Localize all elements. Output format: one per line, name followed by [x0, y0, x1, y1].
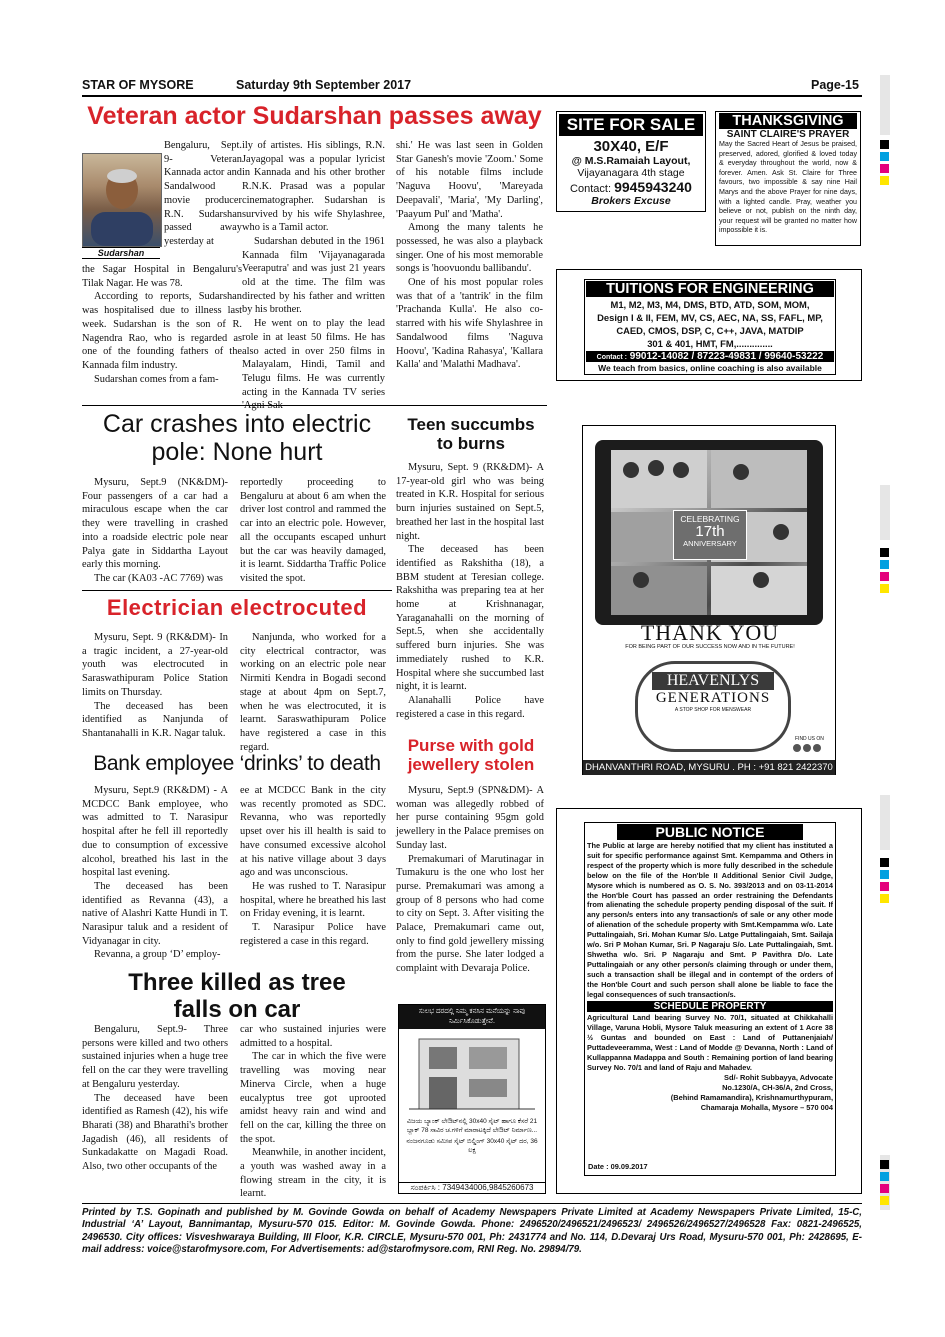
story7-headline: Purse with gold jewellery stolen	[407, 736, 535, 775]
reg-mark	[880, 1196, 889, 1205]
story6-headline: Teen succumbs to burns	[407, 415, 535, 454]
color-strip	[880, 485, 890, 540]
house-illustration-icon	[399, 1029, 545, 1117]
story2-headline: Car crashes into electric pole: None hurt	[102, 410, 372, 466]
reg-mark	[880, 584, 889, 593]
heavenlys-ad	[582, 425, 836, 775]
reg-mark	[880, 1184, 889, 1193]
heavenlys-address: DHANVANTHRI ROAD, MYSURU . PH : +91 821 2422370	[583, 760, 835, 775]
thanksgiving-title: THANKSGIVING	[719, 113, 857, 129]
story1-col3: shi.' He was last seen in Golden Star Ganesh's movie 'Zoom.' Some of his notable films include 'Naguva Hoovu', 'Mareyada Deepavali', 'Maria', 'My Darling', 'Paayum Pul' and 'Matha'. Among the many talents he possessed, he was also a playback singer. One of his most memorable songs is 'hoovuondu ballibandu'. One of his most popular roles was that of a 'tantrik' in the film 'Prachanda Kulla'. He also co-starred with his wife Shylashree in Sandalwood films 'Naguva Hoovu', 'Kadina Rahasya', 'Kallara Kalla' and 'Malathi Madhava'.	[396, 140, 543, 371]
photo-caption: Sudarshan	[82, 247, 160, 259]
thank-you-text: THANK YOU	[640, 620, 780, 645]
thanksgiving-subtitle: SAINT CLAIRE'S PRAYER	[726, 129, 850, 140]
schedule-body: Agricultural Land bearing Survey No. 70/1, situated at Chikkahalli Village, Varuna Hobli, Mysore Taluk measuring an extent of 1 Acre 38 ½ Guntas and bounded on East : Land of Puttanenjaiah/ Puttadeveeramma, West : Land of Modde @ Devanna, North : Land of Kullappanna Madappa and South : Remaining portion of land bearing Survey No. 70/1 and land of Raju and Mahadev.	[587, 1012, 833, 1072]
site-location-2: Vijayanagara 4th stage	[577, 167, 685, 179]
reg-mark	[880, 176, 889, 185]
issue-date: Saturday 9th September 2017	[236, 78, 412, 92]
site-sale-ad	[556, 111, 706, 212]
site-sale-title: SITE FOR SALE	[559, 114, 703, 136]
page-number: Page-15	[811, 78, 859, 92]
real-estate-head: ಸುಲಭ ದರದಲ್ಲಿ ನಿಮ್ಮ ಕನಸಿನ ಮನೆಯನ್ನು ನಾವು ನಿರ್ಮಿಸಿಕೊಡುತ್ತೇವೆ.	[399, 1005, 545, 1029]
notice-body: The Public at large are hereby notified that my client has instituted a suit for specific performance against Smt. Kempamma and Others in respect of the property which is more fully described in the schedule below on the file of the Hon'ble II Additional Senior Civil Judge, Mysore which is numbered as O. S. No. 393/2013 and on 03-11-2014 the Hon'ble Court has passed an order restraining the Defendants from alienating the schedule property pending disposal of the suit. If any person/s enters into any transaction/s of sale or any other mode of alienation of the schedule property with Smt.Kempamma w/o. Late Puttalingaiah, Sri. Mohan Kumar S/o. Latge Puttalingaiah, Smt. Sailaja w/o. Sri P Mohan Kumar, Sri. P Nagaraju S/o. Late Puttalingaiah, Smt. Shwetha w/o. Sri. P Nagaraju and Smt. P Pavithra D/o. Late Puttalingaiah or any other person/s claiming through or under them, such a transaction shall be illegal and in contempt of the orders of the Hon'ble Court and such person shall alone be liable to face the legal consequences of such transaction/s.	[587, 841, 833, 999]
tuition-ad	[584, 279, 836, 375]
reg-mark	[880, 572, 889, 581]
tuition-contact: Contact : 99012-14082 / 87223-49831 / 99640-53222	[586, 351, 834, 362]
tuition-subjects-2: Design I & II, FEM, MV, CS, AEC, NA, SS, FAFL, MP,	[597, 312, 823, 323]
reg-mark	[880, 548, 889, 557]
story3-col1: Mysuru, Sept. 9 (RK&DM)- In a tragic incident, a 27-year-old youth was electrocuted in Saraswathipuram Police Station limits on Thursday. The deceased has been identified as Nanjunda of Shantanahalli in K.R. Nagar taluk.	[82, 632, 228, 739]
tuition-subjects-3: CAED, CMOS, DSP, C, C++, JAVA, MATDIP	[616, 325, 804, 336]
public-notice-ad	[584, 822, 836, 1176]
story4-headline: Bank employee ‘drinks’ to death	[93, 752, 381, 775]
reg-mark	[880, 164, 889, 173]
facebook-icon	[793, 744, 801, 752]
reg-mark	[880, 1160, 889, 1169]
color-strip	[880, 75, 890, 135]
tuition-subjects-4: 301 & 401, HMT, FM,..............	[647, 338, 773, 349]
thanksgiving-body: May the Sacred Heart of Jesus be praised, preserved, adored, glorified & loved today & everyday throughout the world, now & forever. Amen. Ask St. Claire for Three favours, two impossible & say nine Hail Marys and the above Prayer for nine days, with a lighted candle. Pray, weather you believe or not, publish on the ninth day, your request will be granted no matter how impossible it is.	[719, 140, 857, 235]
story5-col2: car who sustained injuries were admitted to a hospital. The car in which the five were travelling was moving near Minerva Circle, when a huge eucalyptus tree got uprooted amidst heavy rain and wind and fell on the car, killing the three on the spot. Meanwhile, in another incident, a youth was washed away in a flowing stream in the city, it is learnt.	[240, 1024, 386, 1200]
story2-col1: Mysuru, Sept.9 (NK&DM)- Four passengers of a car had a miraculous escape when the car they were travelling in crashed into a roadside electric pole near Palya gate in Siddartha Layout early this morning. The car (KA03 -AC 7769) was	[82, 477, 228, 584]
footer-imprint: Printed by T.S. Gopinath and published by M. Govinde Gowda on behalf of Academy Newspapers Private Limited at Academy Newspapers Private Limited, 15-C, Industrial ‘A’ Layout, Bannimantap, Mysuru-570 015. Editor: M. Govinde Gowda. Phone: 2496520/2496521/2496523/ 2496526/2496527/2496528 Fax: 0821-2496525, 2496530. City offices: Visveshwaraya Building, III Floor, K.R. CIRCLE, Mysuru-570 001, Ph: 2431774 and No. 114, D.Devaraj Urs Road, Mysuru-570 001, Ph: 2428695, E-mail address: voice@starofmysore.com, For Advertisements: ad@starofmysore.com, RNI Reg. No. 29894/79.	[82, 1207, 862, 1256]
site-location: @ M.S.Ramaiah Layout,	[571, 155, 691, 167]
story4-col1: Mysuru, Sept.9 (RK&DM) - A MCDCC Bank employee, who was admitted to T. Narasipur hospital after he fell ill reportedly due to consumption of excessive alcohol, breathed his last in the hospital last evening. The deceased has been identified as Revanna (43), a native of Alashri Katte Hundi in T. Narasipur taluk and a resident of Vidyanagar in city. Revanna, a group ‘D’ employ-	[82, 785, 228, 961]
site-contact: Contact: 9945943240	[570, 179, 692, 195]
reg-mark	[880, 140, 889, 149]
real-estate-body: ವಿಜಯ ಬ್ಯಾಂಕ್ ಲೇಔಟ್‌ನಲ್ಲಿ 30x40 ಸೈಟ್ ಹಾಗೂ ಕೆಸರೆ 21 ಬ್ಲಾಕ್ 78 ಸಾವಿರ ಚ.ಗಳಿಗೆ ಮಾರಾಟಕ್ಕಿದೆ ಲೇಔಟ್ ನಿರ್ಮಾಣ...	[406, 1118, 538, 1134]
story-divider	[82, 405, 547, 406]
story1-headline: Veteran actor Sudarshan passes away	[87, 102, 542, 130]
story1-col2: ily of artistes. His siblings, R.N. Jayagopal was a popular lyricist in Kannada and his other brother R.N.K. Prasad was a popular cinematographer. Sudarshan is survived by his wife Shylashree, who is a Tamil actor. Sudarshan debuted in the 1961 Kannada film 'Vijayanagarada Veeraputra' and was just 21 years old at the time. The film was directed by his father and written by his brother. He went on to play the lead role in at least 50 films. He has also acted in over 250 films in Malayalam, Hindi, Tamil and Telugu films. He was currently acting in the Kannada TV series	[242, 140, 385, 398]
tuition-footer: We teach from basics, online coaching is also available	[598, 363, 822, 373]
reg-mark	[880, 1172, 889, 1181]
masthead-rule	[82, 95, 862, 97]
notice-title: PUBLIC NOTICE	[617, 824, 803, 840]
heavenlys-logo: HEAVENLYS GENERATIONS A STOP SHOP FOR MENSWEAR	[635, 661, 791, 752]
story-divider	[82, 590, 392, 591]
story3-headline: Electrician electrocuted	[106, 595, 368, 620]
reg-mark	[880, 152, 889, 161]
thank-you-tagline: FOR BEING PART OF OUR SUCCESS NOW AND IN THE FUTURE!	[625, 644, 795, 650]
twitter-icon	[813, 744, 821, 752]
story1-col1: the Sagar Hospital in Bengaluru's Tilak Nagar. He was 78. According to reports, Sudarshan was hospitalised due to illness last week. Sudarshan is the son of R. Nagendra Rao, who is regarded as one of the founding fathers of the Kannada film industry. Sudarshan comes from a fam-	[82, 264, 242, 385]
real-estate-body-2: ನಂಜನಗೂಡು ಸಮೀಪ ಸೈಟ್ ಬಿಲ್ಡಿಂಗ್ 30x40 ಸೈಟ್ ದರ, 36 ಲಕ್ಷ	[406, 1138, 538, 1154]
story7-col: Mysuru, Sept.9 (SPN&DM)- A woman was allegedly robbed of her purse containing 95gm gold jewellery in the Palace premises on Sunday last. Premakumari of Marutinagar in Tumakuru is the one who lost her purse. Premakumari was among a group of 8 persons who had come to city on Sept. 3. After visiting the Palace, Premakumari came out, only to find gold jewellery missing from the purse. She later lodged a complaint with Devaraja Police.	[396, 785, 544, 975]
story5-headline: Three killed as tree falls on car	[128, 969, 346, 1023]
paper-name: STAR OF MYSORE	[82, 78, 194, 92]
reg-mark	[880, 870, 889, 879]
site-note: Brokers Excuse	[591, 195, 671, 207]
reg-mark	[880, 894, 889, 903]
real-estate-ad	[398, 1004, 546, 1194]
color-strip	[880, 795, 890, 850]
schedule-title: SCHEDULE PROPERTY	[587, 1001, 833, 1012]
story1-col1-top: Bengaluru, Sept. 9- Veteran Kannada actor and Sandalwood movie producer R.N. Sudarshan passed away yesterday at	[164, 140, 242, 247]
photo-collage	[611, 450, 807, 615]
thanksgiving-ad	[715, 111, 861, 246]
reg-mark	[880, 882, 889, 891]
story4-col2: ee at MCDCC Bank in the city was recently promoted as SDC. Revanna, who was reportedly upset over his ill health is said to have consumed excessive alcohol at his native village about 3 days ago and was unconscious. He was rushed to T. Narasipur hospital, where he breathed his last on Friday evening, it is learnt. T. Narasipur Police have registered a case in this regard.	[240, 785, 387, 947]
reg-mark	[880, 858, 889, 867]
tablet-frame	[595, 440, 823, 625]
notice-date: Date : 09.09.2017	[588, 1162, 648, 1171]
tuition-title: TUITIONS FOR ENGINEERING	[586, 281, 834, 297]
site-size: 30X40, E/F	[593, 138, 669, 155]
story3-col2: Nanjunda, who worked for a city electrical contractor, was working on an electric pole near Nirmiti Kendra in Bogadi second stage at about 4pm on Sept.7, when he was electrocuted, it is learnt. Saraswathipuram Police have registered a case in this regard.	[240, 632, 386, 753]
real-estate-contact: ಸಂಪರ್ಕಿಸಿ : 7349434006,9845260673	[399, 1182, 545, 1193]
instagram-icon	[803, 744, 811, 752]
story5-col1: Bengaluru, Sept.9- Three persons were killed and two others sustained injuries when a huge tree fell on the car they were travelling at Bengaluru yesterday. The deceased have been identified as Ramesh (42), his wife Bharati (38) and Bharathi's brother Jagadish (46), all residents of Sunkadakatte on Magadi Road. Also, two other occupants of the	[82, 1024, 228, 1173]
notice-signature: Sd/- Rohit Subbayya, Advocate No.1230/A, CH-36/A, 2nd Cross, (Behind Ramamandira), Krishnamurthypuram, Chamaraja Mohalla, Mysore – 570 004	[670, 1072, 833, 1112]
footer-rule	[82, 1203, 862, 1204]
reg-mark	[880, 560, 889, 569]
social-icons	[793, 744, 821, 754]
story2-col2: reportedly proceeding to Bengaluru at about 6 am when the driver lost control and rammed the car into an electric pole. However, all the occupants escaped unhurt but the car was heavily damaged, it is learnt. Siddartha Traffic Police visited the spot.	[240, 477, 386, 584]
anniversary-badge: CELEBRATING 17th ANNIVERSARY	[673, 510, 747, 560]
social-label: FIND US ON	[795, 736, 824, 742]
story6-col: Mysuru, Sept. 9 (RK&DM)- A 17-year-old girl who was being treated in K.R. Hospital for serious burn injuries sustained on Sept.5, breathed her last in the hospital last night. The deceased has been identified as Rakshitha (18), a BBM student at Teresian college. Rakshitha was preparing tea at her home at Krishnanagar, Yaraganahalli on the morning of Sept.5, when she accidentally suffered burn injuries. She was immediately rushed to K.R. Hospital where she succumbed last night, it is learnt. Alanahalli Police have registered a case in this regard.	[396, 462, 544, 720]
tuition-subjects: M1, M2, M3, M4, DMS, BTD, ATD, SOM, MOM,	[610, 299, 810, 310]
